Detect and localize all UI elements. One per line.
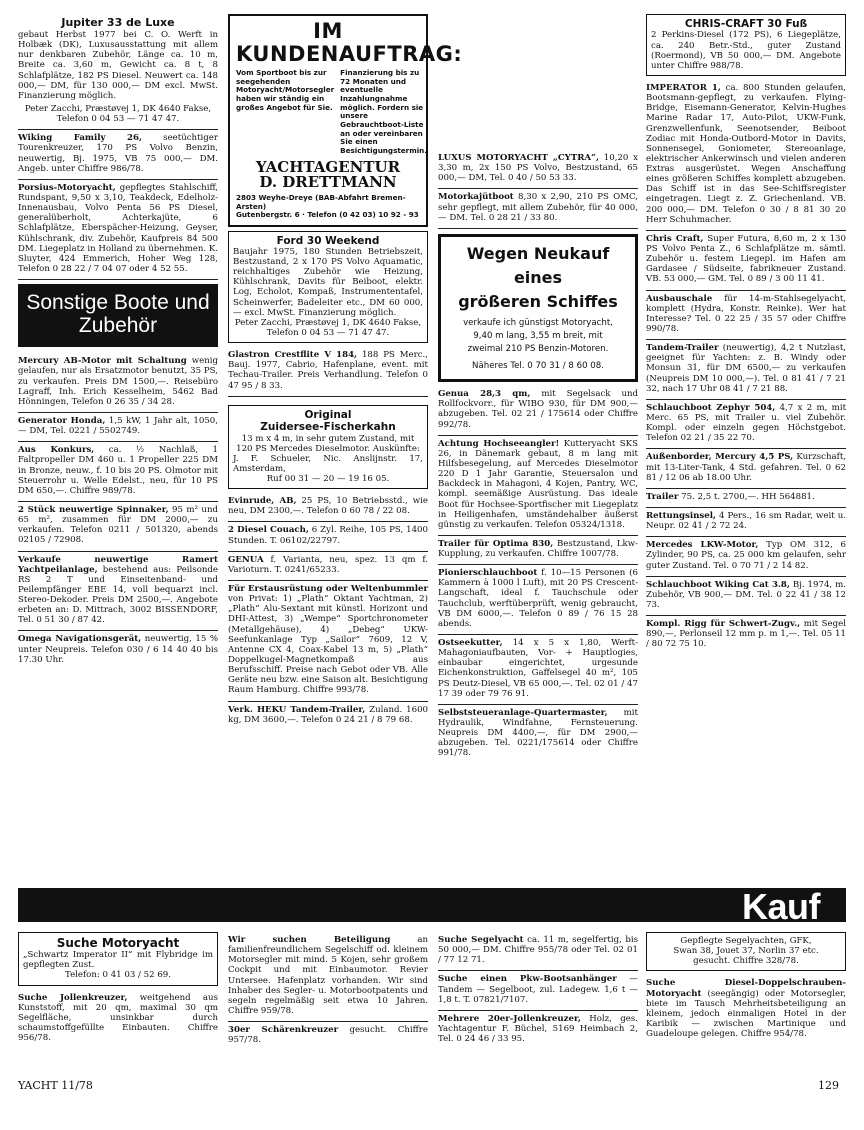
ad-line-2: 9,40 m lang, 3,55 m breit, mit (473, 331, 603, 342)
ad-suche-motoryacht (18, 932, 218, 986)
kauf-column-4 (646, 932, 846, 1044)
firm-address: 2803 Weyhe-Dreye (BAB-Abfahrt Bremen-Arsten) (236, 193, 406, 211)
ad-contact: Peter Zacchi, Præstøvej 1, DK 4640 Fakse, Telefon 0 04 53 — 71 47 47. (234, 317, 422, 339)
kauf-section-bar (18, 886, 846, 927)
firm-name-2: D. DRETTMANN (259, 173, 397, 192)
ad-beteiligung (228, 932, 428, 1022)
ad-body: Zuland. 1600 kg, DM 3600,—. Telefon 0 24 21 / 8 79 68. (228, 704, 429, 725)
ad-body: für 14-m-Stahlsegelyacht, komplett (Hydra, Konstr. Reinke). Wer hat Interesse? Tel. 0 22 25 / 35 57 oder Chiffre 990/78. (646, 293, 846, 335)
ad-schaerenkreuzer (228, 1022, 428, 1050)
ad-jollenkreuzer-20er (438, 1011, 638, 1049)
ad-body: Bestzustand, Lkw-Kupplung, zu verkaufen. Chiffre 1007/78. (438, 538, 638, 560)
ad-title: Suche einen Pkw-Bootsanhänger (438, 974, 617, 985)
ad-bootsanhaenger (438, 971, 638, 1010)
ad-title: Wir suchen Beteiligung (228, 935, 391, 945)
ad-title: Ausbauschale (646, 293, 713, 304)
ad-body: 75. 2,5 t. 2700,—. HH 564881. (681, 491, 815, 502)
firm-phone: Gutenbergstr. 6 · Telefon (0 42 03) 10 92 - 93 (236, 210, 419, 220)
ad-title: Evinrude, AB, (228, 496, 297, 507)
ad-porsius (18, 180, 218, 280)
ad-title: Pionierschlauchboot (438, 568, 538, 579)
ad-body: 188 PS Merc., Bauj. 1977, Cabrio, Hafenplane, event. mit Techau-Trailer. Preis Verhandlung. Telefon 0 47 95 / 8 33. (228, 350, 429, 391)
ad-title: Aus Konkurs, (18, 445, 95, 456)
ad-body: 13 m x 4 m, in sehr gutem Zustand, mit 120 PS Mercedes Dieselmotor. Auskünfte: (236, 433, 420, 454)
ad-ford (228, 231, 428, 344)
ad-title: Selbststeueranlage-Quartermaster, (438, 707, 608, 718)
ad-title: Wiking Family 26, (18, 133, 142, 144)
ad-body: ca. ½ Nachlaß, 1 Faltpropeller DM 460 u. 1 Propeller 225 DM in Bronze, neuw., f. 10 bis 20 PS. Olmotor mit Steuerrohr u. Welle Edelst., neu, für 10 PS DM 650,—. Chiffre 989/78. (18, 445, 219, 496)
column-2 (228, 14, 463, 730)
ad-body: Bj. 1974, m. Zubehör, VB 900,— DM. Tel. 0 22 41 / 38 12 73. (646, 579, 847, 610)
ad-text-right: Finanzierung bis zu 72 Monaten und eventuelle Inzahlungnahme möglich. Fordern sie unsere Gebrauchtboot-Liste an oder vereinbaren Sie einen Besichtigungstermin. (340, 68, 428, 155)
ad-title: Generator Honda, (18, 415, 106, 426)
ad-title: Motorkajütboot (438, 192, 514, 203)
ad-mercedes (646, 537, 846, 576)
ad-body: — Tandem — Segelboot, zul. Ladegew. 1,6 t — 1,8 t. T. 07821/7107. (438, 974, 639, 1005)
ad-contact: Peter Zacchi, Præstøvej 1, DK 4640 Fakse, Telefon 0 04 53 — 71 47 47. (24, 103, 212, 125)
ad-title: Schlauchboot Zephyr 504, (646, 402, 776, 413)
ad-title: Suche Motoryacht (56, 936, 180, 950)
ad-imperator (646, 80, 846, 231)
ad-phone: Ruf 00 31 — 20 — 19 16 05. (266, 474, 390, 485)
ad-title: Mercedes LKW-Motor, (646, 540, 759, 551)
ad-body: gesucht. Chiffre 957/78. (228, 1025, 428, 1046)
ad-title: Schlauchboot Wiking Cat 3.8, (646, 579, 790, 590)
ad-gepflegte-segelyachten (646, 932, 846, 971)
ad-body: 95 m² und 65 m², zusammen für DM 2000,— zu verkaufen. Telefon 0211 / 501320, abends 02105 / 72908. (18, 504, 218, 546)
ad-title: Chris Craft, (646, 233, 704, 244)
ad-tandem-trailer (646, 340, 846, 400)
ad-title: 30er Schärenkreuzer (228, 1025, 339, 1036)
ad-line-4: Näheres Tel. 0 70 31 / 8 60 08. (472, 360, 604, 371)
ad-title: Mehrere 20er-Jollenkreuzer, (438, 1013, 581, 1024)
ad-genua-28 (438, 386, 638, 436)
ad-trailer-optima (438, 536, 638, 565)
ad-line-3: gesucht. Chiffre 328/78. (693, 956, 799, 967)
ad-body: bestehend aus: Peilsonde RS 2 T und Einseitenband- und Peilempfänger EBE 14, voll bequarzt incl. Stereo-Dekoder. Preis DM 2500,—. Angebote erbeten an: D. Mittrach, 3002 BISSENDORF, Tel. 0 51 30 / 87 42. (18, 564, 218, 626)
ad-aussenborder (646, 449, 846, 488)
ad-cytra (438, 150, 638, 189)
ad-body: 10,20 x 3,30 m, 2x 150 PS Volvo, Bestzustand, 65 000,— DM, Tel. 0 40 / 50 53 33. (438, 153, 639, 184)
ad-chris-craft-30 (646, 14, 846, 76)
ad-original (228, 405, 428, 489)
section-heading: Sonstige Boote und Zubehör (18, 284, 218, 347)
ad-line-1: verkaufe ich günstigst Motoryacht, (463, 317, 613, 328)
ad-title: Mercury AB-Motor mit Schaltung (18, 356, 187, 367)
ad-evinrude (228, 493, 428, 522)
ad-title: Verkaufe neuwertige Ramert Yachtpeilanlage, (18, 554, 218, 575)
ad-line-2: Swan 38, Jouet 37, Norlin 37 etc. (673, 946, 819, 957)
ad-body: 4,7 x 2 m, mit Merc. 65 PS, mit Trailer u. viel Zubehör. Kompl. oder einzeln gegen Höchstgebot. Telefon 02 21 / 35 22 70. (646, 402, 847, 444)
ad-body: 6 Zyl. Reihe, 105 PS, 1400 Stunden. T. 06102/22797. (228, 525, 428, 546)
ad-mercury (18, 353, 218, 413)
ad-body: wenig gelaufen, nur als Ersatzmotor benutzt, 35 PS, zu verkaufen. Preis DM 1500,—. Reisebüro Lagraff, Inh. Erich Kesselheim, 5462 Bad Hönningen, Telefon 0 26 35 / 34 28. (18, 356, 218, 407)
ad-body: „Schwartz Imperator II“ mit Flybridge im gepflegten Zust. (23, 950, 213, 971)
ad-suche-segelyacht (438, 932, 638, 971)
ad-glastron (228, 347, 428, 397)
ad-headline: IM KUNDENAUFTRAG: (236, 19, 463, 67)
ad-title: Suche Segelyacht (438, 935, 524, 945)
ad-title: Suche Diesel-Doppelschrauben-Motoryacht (646, 978, 846, 999)
ad-body: Kurzschaft, mit 13-Liter-Tank, 4 Std. gefahren. Tel. 0 62 81 / 12 06 ab 18.00 Uhr. (646, 452, 847, 483)
ad-body: an familienfreundlichem Segelschiff od. kleinem Motorsegler mit mind. 5 Kojen, sehr großem Cockpit und mit Einbaumotor. Revier Untersee. Hafenplatz vorhanden. Wir sind Inhaber des Segler- u. Motorbootpatents und segeln regelmäßig seit etwa 10 Jahren. Chiffre 959/78. (228, 935, 428, 1016)
ad-phone: Telefon: 0 41 03 / 52 69. (65, 970, 171, 981)
ad-rettungsinsel (646, 508, 846, 537)
column-4 (646, 14, 846, 655)
ad-title: Jupiter 33 de Luxe (61, 16, 175, 29)
ad-title: LUXUS MOTORYACHT „CYTRA“, (438, 153, 599, 163)
ad-title: Trailer für Optima 830, (438, 538, 554, 549)
ad-title: Außenborder, Mercury 4,5 PS, (646, 452, 794, 463)
ad-line-3: zweimal 210 PS Benzin-Motoren. (467, 344, 609, 355)
page-number: 129 (818, 1079, 839, 1092)
ad-rigg (646, 616, 846, 654)
ad-hochseeangler (438, 436, 638, 536)
ad-heku (228, 702, 428, 730)
ad-title-1: Original (304, 408, 352, 421)
ad-title: Kompl. Rigg für Schwert-Zugv., (646, 619, 801, 630)
ad-headline-1: Wegen Neukauf eines (466, 243, 610, 287)
ad-title: Ostseekutter, (438, 638, 503, 649)
ad-body: gepflegtes Stahlschiff, Rundspant, 9,50 x 3,10, Teakdeck, Edelholz-Innenausbau, Volvo Penta 56 PS Diesel, generalüberholt, Achterkajüte, 6 Schlafplätze, Eberspächer-Heizung, Geyser, Kühlschrank, div. Zubehör, Kaufpreis 84 500 DM. Liegeplatz in Holland zu übernehmen. K. Sluyter, 424 Emmerich, Hoher Weg 128, Telefon 0 28 22 / 7 04 07 oder 4 52 55. (18, 182, 219, 274)
ad-contact: J. F. Schueler, Nic. Anslijnstr. 17, Amsterdam, (233, 453, 423, 474)
ad-body: f. Varianta, neu, spez. 13 qm f. Varioturn. T. 0241/65233. (228, 554, 429, 575)
ad-title: IMPERATOR 1, (646, 82, 721, 93)
ad-ausbauschale (646, 291, 846, 341)
ad-body: seetüchtiger Tourenkreuzer, 170 PS Volvo Benzin, neuwertig, Bj. 1975, VB 75 000,— DM. Angeb. unter Chiffre 986/78. (18, 133, 218, 174)
ad-motorkajuetboot (438, 189, 638, 228)
ad-title: Omega Navigationsgerät, (18, 634, 142, 645)
ad-title: GENUA (228, 554, 264, 565)
ad-body: 14 x 5 x 1,80, Werft-Mahagoniaufbauten, Vor- + Hauptlogies, einbaubar eingerichtet, urgesunde Eichenkonstruktion, Gaffelsegel 40 m², 105 PS Deutz-Diesel, VB 65 000,—. Tel. 02 01 / 47 17 39 oder 79 76 91. (438, 638, 639, 699)
firm-name-1: YACHTAGENTUR (255, 157, 401, 176)
ad-title: Rettungsinsel, (646, 511, 716, 521)
ad-body: Baujahr 1975, 180 Stunden Betriebszeit, Bestzustand, 2 x 170 PS Volvo Aquamatic, reichhaltiges Zubehör wie Heizung, Kühlschrank, Davits für Beiboot, elektr. Log, Echolot, Kompaß, Instrumententafel, Scheinwerfer, Badeleiter etc., DM 60 000,— excl. MwSt. Finanzierung möglich. (233, 246, 423, 318)
ad-quartermaster (438, 705, 638, 764)
ad-headline-2: größeren Schiffes (458, 291, 618, 311)
ad-body: Typ OM 312, 6 Zylinder, 90 PS, ca. 25 000 km gelaufen, sehr guter Zustand. Tel. 0 70 71 / 2 14 82. (646, 540, 847, 571)
ad-title: CHRIS-CRAFT 30 Fuß (684, 18, 808, 30)
ad-body: 2 Perkins-Diesel (172 PS), 6 Liegeplätze, ca. 240 Betr.-Std., guter Zustand (Roermond), VB 50 000,— DM. Angebote unter Chiffre 988/78. (651, 30, 841, 71)
ad-body: 8,30 x 2,90, 210 PS OMC, sehr gepflegt, mit allem Zubehör, für 40 000,— DM. Tel. 0 28 21 / 33 80. (438, 192, 638, 223)
ad-title: Trailer (646, 491, 679, 502)
ad-body: 1,5 kW, 1 Jahr alt, 1050,— DM, Tel. 0221 / 5502749. (18, 415, 218, 437)
ad-body: Holz, ges. Yachtagentur F. Büchel, 5169 Heimbach 2, Tel. 0 24 46 / 33 95. (438, 1013, 639, 1045)
ad-omega (18, 631, 218, 669)
ad-body: 4 Pers., 16 sm Radar, weit u. Neupr. 02 41 / 2 72 24. (646, 511, 846, 532)
ad-ramert (18, 552, 218, 632)
ad-text-left: Vom Sportboot bis zur seegehenden Motoryacht/Motorsegler haben wir ständig ein großes Angebot für Sie. (236, 68, 335, 112)
ad-body: neuwertig, 15 % unter Neupreis. Telefon 030 / 6 14 40 40 bis 17.30 Uhr. (18, 634, 218, 665)
ad-title: Verk. HEKU Tandem-Trailer, (228, 704, 366, 715)
ad-body: mit Segelsack und Rollfockvorr., für WIBO 930, für DM 900,— abzugeben. Tel. 02 21 / 175614 oder Chiffre 992/78. (438, 389, 639, 430)
ad-erstausruestung (228, 581, 428, 702)
ad-generator (18, 413, 218, 442)
kauf-column-2 (228, 932, 428, 1050)
column-1 (18, 14, 218, 670)
column-3 (438, 150, 638, 764)
ad-title: Genua 28,3 qm, (438, 389, 531, 400)
ad-body: ca. 11 m, segelfertig, bis 50 000,— DM. Chiffre 955/78 oder Tel. 02 01 / 77 12 71. (438, 935, 638, 966)
ad-ostseekutter (438, 635, 638, 705)
ad-diesel-couach (228, 522, 428, 551)
ad-konkurs (18, 442, 218, 502)
kauf-column-3 (438, 932, 638, 1049)
ad-body: von Privat: 1) „Plath“ Oktant Yachtman, 2) „Plath“ Alu-Sextant mit künstl. Horizont und DHI-Attest, 3) „Wempe“ Sportchronometer (Metallgehäuse), 4) „Debeg“ UKW-Seefunkanlage Typ „Sailor“ 7609, 12 V, Antenne CX 4, Coax-Kabel 13 m, 5) „Plath“ Doppelkugel-Magnetkompaß aus Berufsschiff. Preise nach Gebot oder VB. Alle Geräte neu bzw. eine Saison alt. Besichtigung Raum Hamburg. Chiffre 993/78. (228, 594, 428, 696)
ad-title: Für Erstausrüstung oder Weltenbummler (228, 584, 428, 595)
ad-diesel-motoryacht (646, 975, 846, 1044)
ad-line-1: Gepflegte Segelyachten, GFK, (680, 936, 812, 946)
ad-pionierschlauchboot (438, 565, 638, 635)
ad-chris-craft-futura (646, 231, 846, 291)
ad-genua (228, 552, 428, 581)
ad-body: gebaut Herbst 1977 bei C. O. Werft in Holbæk (DK), Luxusausstattung mit allem nur denkbaren Zubehör, Länge ca. 10 m, Breite ca. 3,60 m, Gewicht ca. 8 t, 8 Schlafplätze, 182 PS Diesel. Neuwert ca. 148 000,— DM, für 130 000,— DM excl. MwSt. Finanzierung möglich. (18, 29, 218, 101)
ad-title: Achtung Hochseeangler! (438, 438, 560, 449)
footer-magazine: YACHT 11/78 (18, 1079, 93, 1092)
ad-body: 25 PS, 10 Betriebsstd., wie neu, DM 2300,—. Telefon 0 60 78 / 22 08. (228, 496, 428, 517)
ad-body: weitgehend aus Kunststoff, mit 20 qm, maximal 30 qm Segelfläche, unsinkbar durch schaumstoffgefüllte Einbauten. Chiffre 956/78. (18, 992, 218, 1044)
ad-drettmann (228, 14, 463, 227)
ad-body: Kutteryacht SKS 26, in Dänemark gebaut, 8 m lang mit Hilfsbesegelung, auf Mercedes Dieselmotor 220 D 1 Jahr Garantie, Steuersalon und Backdeck in Mahagoni, 4 Kojen, Pantry, WC, kompl. seemäßige Ausrüstung. Das ideale Boot für Hochsee-Sportfischer mit Liegeplatz in Heiligenhafen, umständehalber äußerst günstig zu verkaufen. Telefon 05324/1318. (438, 438, 638, 530)
ad-jollenkreuzer (18, 990, 218, 1049)
ad-body: (seegängig) oder Motorsegler, biete im Tausch Mehrheitsbeteiligung an kleinem, jedoch einmaligen Hotel in der Karibik — zwischen Martinique und Guadeloupe gelegen. Chiffre 954/78. (646, 988, 846, 1040)
kauf-label: Kauf (742, 886, 820, 927)
ad-spinnaker (18, 502, 218, 552)
ad-trailer-75 (646, 489, 846, 508)
ad-body: (neuwertig), 4,2 t Nutzlast, geeignet für Yachten: z. B. Windy oder Monsun 31, für DM 6500,— zu verkaufen (Neupreis DM 10 000,—). Tel. 0 81 41 / 7 21 32, nach 17 Uhr 08 41 / 7 21 88. (646, 343, 846, 394)
ad-title: Tandem-Trailer (646, 343, 719, 354)
kauf-column-1 (18, 932, 218, 1048)
ad-title: Glastron Crestflite V 184, (228, 350, 358, 361)
ad-zephyr (646, 400, 846, 450)
ad-wiking-family (18, 130, 218, 180)
ad-jupiter (18, 14, 218, 130)
ad-neukauf (438, 234, 638, 382)
ad-title: Ford 30 Weekend (276, 234, 380, 247)
ad-body: Super Futura, 8,60 m, 2 x 130 PS Volvo Penta Z., 6 Schlafplätze m. sämtl. Zubehör u. festem Liegepl. im Hafen am Gardasee / Südseite, fabrikneuer Zustand. VB. 53 000,— GM. Tel. 0 89 / 3 00 11 41. (646, 233, 846, 285)
ad-title: 2 Stück neuwertige Spinnaker, (18, 504, 169, 515)
ad-body: ca. 800 Stunden gelaufen, Bootsmann-gepflegt, zu verkaufen. Flying-Bridge, Eisemann-Generator, Kelvin-Hughes Marine Radar 17, Auto-Pilot, UKW-Funk, Grenzwellenfunk, Seenotsender, Beiboot Zodiac mit Honda-Outbord-Motor in Davits, Sonnensegel, Goniometer, Stereoanlage, elektrischer Ankerwinsch und vielen anderen Extras ausgerüstet. Wegen Anschaffung eines größeren Schiffes komplett abzugeben. Das Schiff ist in das See-Schiffsregister eingetragen. Liegt z. Z. Griechenland. VB. 200 000,— DM. Telefon 0 30 / 8 81 30 20 Herr Schuhmacher. (646, 82, 847, 225)
ad-title: 2 Diesel Couach, (228, 525, 309, 536)
ad-body: f. 10—15 Personen (6 Kammern à 1000 l Luft), mit 20 PS Crescent-Langschaft, ideal f. Tauchschule oder Tauchclub, werftüberprüft, wenig gebraucht, VB DM 6000,—. Telefon 0 89 / 76 15 28 abends. (438, 568, 638, 629)
ad-title: Suche Jollenkreuzer, (18, 992, 128, 1003)
ad-wiking-cat (646, 577, 846, 616)
ad-title-2: Zuidersee-Fischerkahn (260, 421, 396, 434)
ad-body: mit Segel 890,—, Perlonseil 12 mm p. m 1,—. Tel. 05 11 / 80 72 75 10. (646, 619, 846, 650)
ad-title: Porsius-Motoryacht, (18, 182, 116, 193)
ad-body: mit Hydraulik, Windfahne, Fernsteuerung. Neupreis DM 4400,—, für DM 2900,— abzugeben. Tel. 0221/175614 oder Chiffre 991/78. (438, 707, 638, 759)
